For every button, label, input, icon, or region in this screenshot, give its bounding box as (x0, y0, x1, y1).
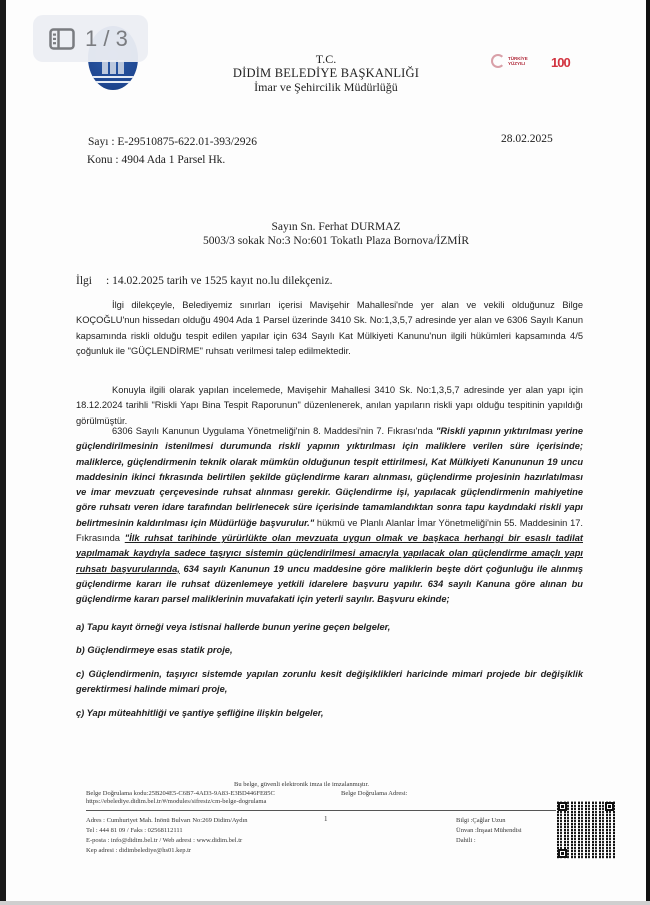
info-name: Bilgi :Çağlar Uzun (456, 817, 506, 824)
header-organization: DİDİM BELEDİYE BAŞKANLIĞI (232, 66, 420, 80)
verification-address-label: Belge Doğrulama Adresi: (341, 790, 408, 797)
sidebar-panel-icon (49, 28, 75, 50)
footer-divider (86, 810, 556, 811)
contact-address: Adres : Cumhuriyet Mah. İnönü Bulvarı No:269 Didim/Aydın (86, 817, 248, 824)
crescent-icon (491, 54, 505, 68)
document-date: 28.02.2025 (501, 133, 553, 145)
document-page (6, 0, 647, 901)
header-department: İmar ve Şehircilik Müdürlüğü (254, 80, 398, 94)
paragraph-2: Konuyla ilgili olarak yapılan incelemede, Mavişehir Mahallesi 3410 Sk. No:1,3,5,7 adresinde yer alan yapı için 18.12.2024 tarihli "Riskli Yapı Bina Tespit Raporunun" düzenlenerek, anılan yapıların riskli yapı olduğu tespitinin yapıldığı görülmüştür. (76, 385, 583, 426)
page-indicator[interactable] (33, 15, 148, 62)
paragraph-1: İlgi dilekçeyle, Belediyemiz sınırları içerisi Mavişehir Mahallesi'nde yer alan ve vekili olduğunuz Bilge KOÇOĞLU'nun hissedarı olduğu 4904 Ada 1 Parsel üzerinde 3410 Sk. No:1,3,5,7 adresinde yer alan ve 6306 Sayılı Kanun kapsamında riskli olduğu tespit edilen yapılar için 634 Sayılı Kat Mülkiyeti Kanunu'nun ilgili hükümleri kapsamında 4/5 çoğunluk ile "GÜÇLENDİRME" ruhsatı verilmesi talep edilmektedir. (76, 300, 583, 356)
info-extension: Dahili : (456, 837, 476, 844)
recipient-block (146, 220, 526, 248)
header-tc: T.C. (315, 52, 337, 66)
regulation-quote-2-underlined: "İlk ruhsat tarihinde yürürlükte olan mevzuata uygun olmak ve başkaca herhangi bir esaslı tadilat yapılmamak kaydıyla sadece taşıyıcı sistemin güçlendirilmesi amacıyla yapılacak olan güçlendirme amaçlı yapı ruhsatı başvurularında, (76, 533, 583, 574)
list-item-c: c) Güçlendirmenin, taşıyıcı sistemde yapılan zorunlu kesit değişiklikleri haricinde mimari projede bir değişiklik gerektirmesi halinde mimari proje, (76, 669, 583, 694)
regulation-quote-1: "Riskli yapının yıktırılması yerine güçlendirilmesinin istenilmesi durumunda riskli yapının yıktırılması için maliklere verilen süre içerisinde; maliklerce, güçlendirmenin teknik olarak mümkün olduğunun tespit ettirilmesi, Kat Mülkiyeti Kanununun 19 uncu maddesinin ikinci fıkrasında belirtilen şekilde güçlendirme kararı alınması, güçlendirme projesinin hazırlatılması ve imar mevzuatı çerçevesinde ruhsat alınması gerekir. Güçlendirme işi, yapılacak güçlendirmenin mahiyetine göre ruhsatı veren idare tarafından belirlenecek süre içerisinde tamamlandıktan sonra tapu kaydındaki riskli yapı belirtmesinin kaldırılması için Müdürlüğe başvurulur." (76, 426, 583, 528)
contact-kep: Kep adresi : didimbelediye@hs01.kep.tr (86, 847, 192, 854)
info-block (456, 816, 522, 846)
qr-code-icon (557, 801, 615, 859)
contact-block (86, 816, 248, 856)
document-number: Sayı : E-29510875-622.01-393/2926 (88, 136, 257, 148)
recipient-address: 5003/3 sokak No:3 No:601 Tokatlı Plaza Bornova/İZMİR (202, 235, 469, 247)
turkiye-yuzyili-badge: TÜRKİYE YÜZYILI (491, 54, 528, 68)
list-item-cc: ç) Yapı müteahhitliği ve şantiye şefliğine ilişkin belgeler, (76, 708, 324, 718)
info-title: Ünvan :İnşaat Mühendisi (456, 827, 522, 834)
page-number: 1 (324, 815, 328, 823)
window-edge (646, 0, 650, 905)
regulation-quote-2-rest: 634 sayılı Kanunun 19 uncu maddesine göre maliklerin beşte dört çoğunluğu ile alınmış güçlendirme kararı ile ruhsat düzenlemeye yetkili idarelere başvuru yapılır. 634 sayılı Kanuna göre alınan bu güçlendirme kararı parsel maliklerinin muvafakati için yeterli sayılır. Başvuru ekinde; (76, 563, 583, 605)
recipient-name: Sayın Sn. Ferhat DURMAZ (271, 221, 401, 233)
e-signature-note: Bu belge, güvenli elektronik imza ile imzalanmıştır. (234, 781, 370, 788)
verification-code: Belge Doğrulama kodu:25B204E5-C6B7-4AD3-9A83-E3BD446FE85C (86, 790, 275, 797)
document-subject: Konu : 4904 Ada 1 Parsel Hk. (87, 154, 226, 166)
list-item-a: a) Tapu kayıt örneği veya istisnai hallerde bunun yerine geçen belgeler, (76, 622, 391, 632)
centennial-badge: 100 (551, 55, 570, 70)
reference-text: : 14.02.2025 tarih ve 1525 kayıt no.lu dilekçeniz. (106, 275, 333, 287)
verification-url[interactable]: https://ebelediye.didim.bel.tr/#/modules/sifresiz/cm-belge-dogrulama (86, 798, 267, 805)
letterhead (186, 52, 466, 94)
reference-line (76, 275, 332, 287)
contact-email-web: E-posta : info@didim.bel.tr / Web adresi : www.didim.bel.tr (86, 837, 243, 844)
bottom-edge (0, 901, 650, 905)
page-indicator-text: 1 / 3 (85, 25, 128, 51)
contact-phone: Tel : 444 81 09 / Faks : 02568112111 (86, 827, 183, 834)
reference-label: İlgi (76, 275, 92, 287)
paragraph-3: 6306 Sayılı Kanunun Uygulama Yönetmeliği'nin 8. Maddesi'nin 7. Fıkrası'nda "Riskli yapının yıktırılması yerine güçlendirilmesinin istenilmesi durumunda riskli yapının yıktırılması için maliklere verilen süre içerisinde; maliklerce, güçlendirmenin teknik olarak mümkün olduğunun tespit ettirilmesi, Kat Mülkiyeti Kanununun 19 uncu maddesinin ikinci fıkrasında belirtilen şekilde güçlendirme kararı alınması, güçlendirme projesinin hazırlatılması ve imar mevzuatı çerçevesinde ruhsat alınması gerekir. Güçlendirme işi, yapılacak güçlendirmenin mahiyetine göre ruhsatı veren idare tarafından belirlenecek süre içerisinde tamamlandıktan sonra tapu kaydındaki riskli yapı belirtmesinin kaldırılması için Müdürlüğe başvurulur." hükmü ve Planlı Alanlar İmar Yönetmeliği'nin 55. Maddesinin 17. Fıkrasında "İlk ruhsat tarihinde yürürlükte olan mevzuata uygun olmak ve başkaca herhangi bir esaslı tadilat yapılmamak kaydıyla sadece taşıyıcı sistemin güçlendirilmesi amacıyla yapılacak olan güçlendirme amaçlı yapı ruhsatı başvurularında, 634 sayılı Kanunun 19 uncu maddesine göre maliklerin beşte dört çoğunluğu ile alınmış güçlendirme kararı ile ruhsat düzenlemeye yetkili idarelere başvuru yapılır. 634 sayılı Kanuna göre alınan bu güçlendirme kararı parsel maliklerinin muvafakati için yeterli sayılır. Başvuru ekinde; (76, 426, 584, 605)
verification-block (86, 790, 466, 806)
list-item-b: b) Güçlendirmeye esas statik proje, (76, 645, 233, 655)
